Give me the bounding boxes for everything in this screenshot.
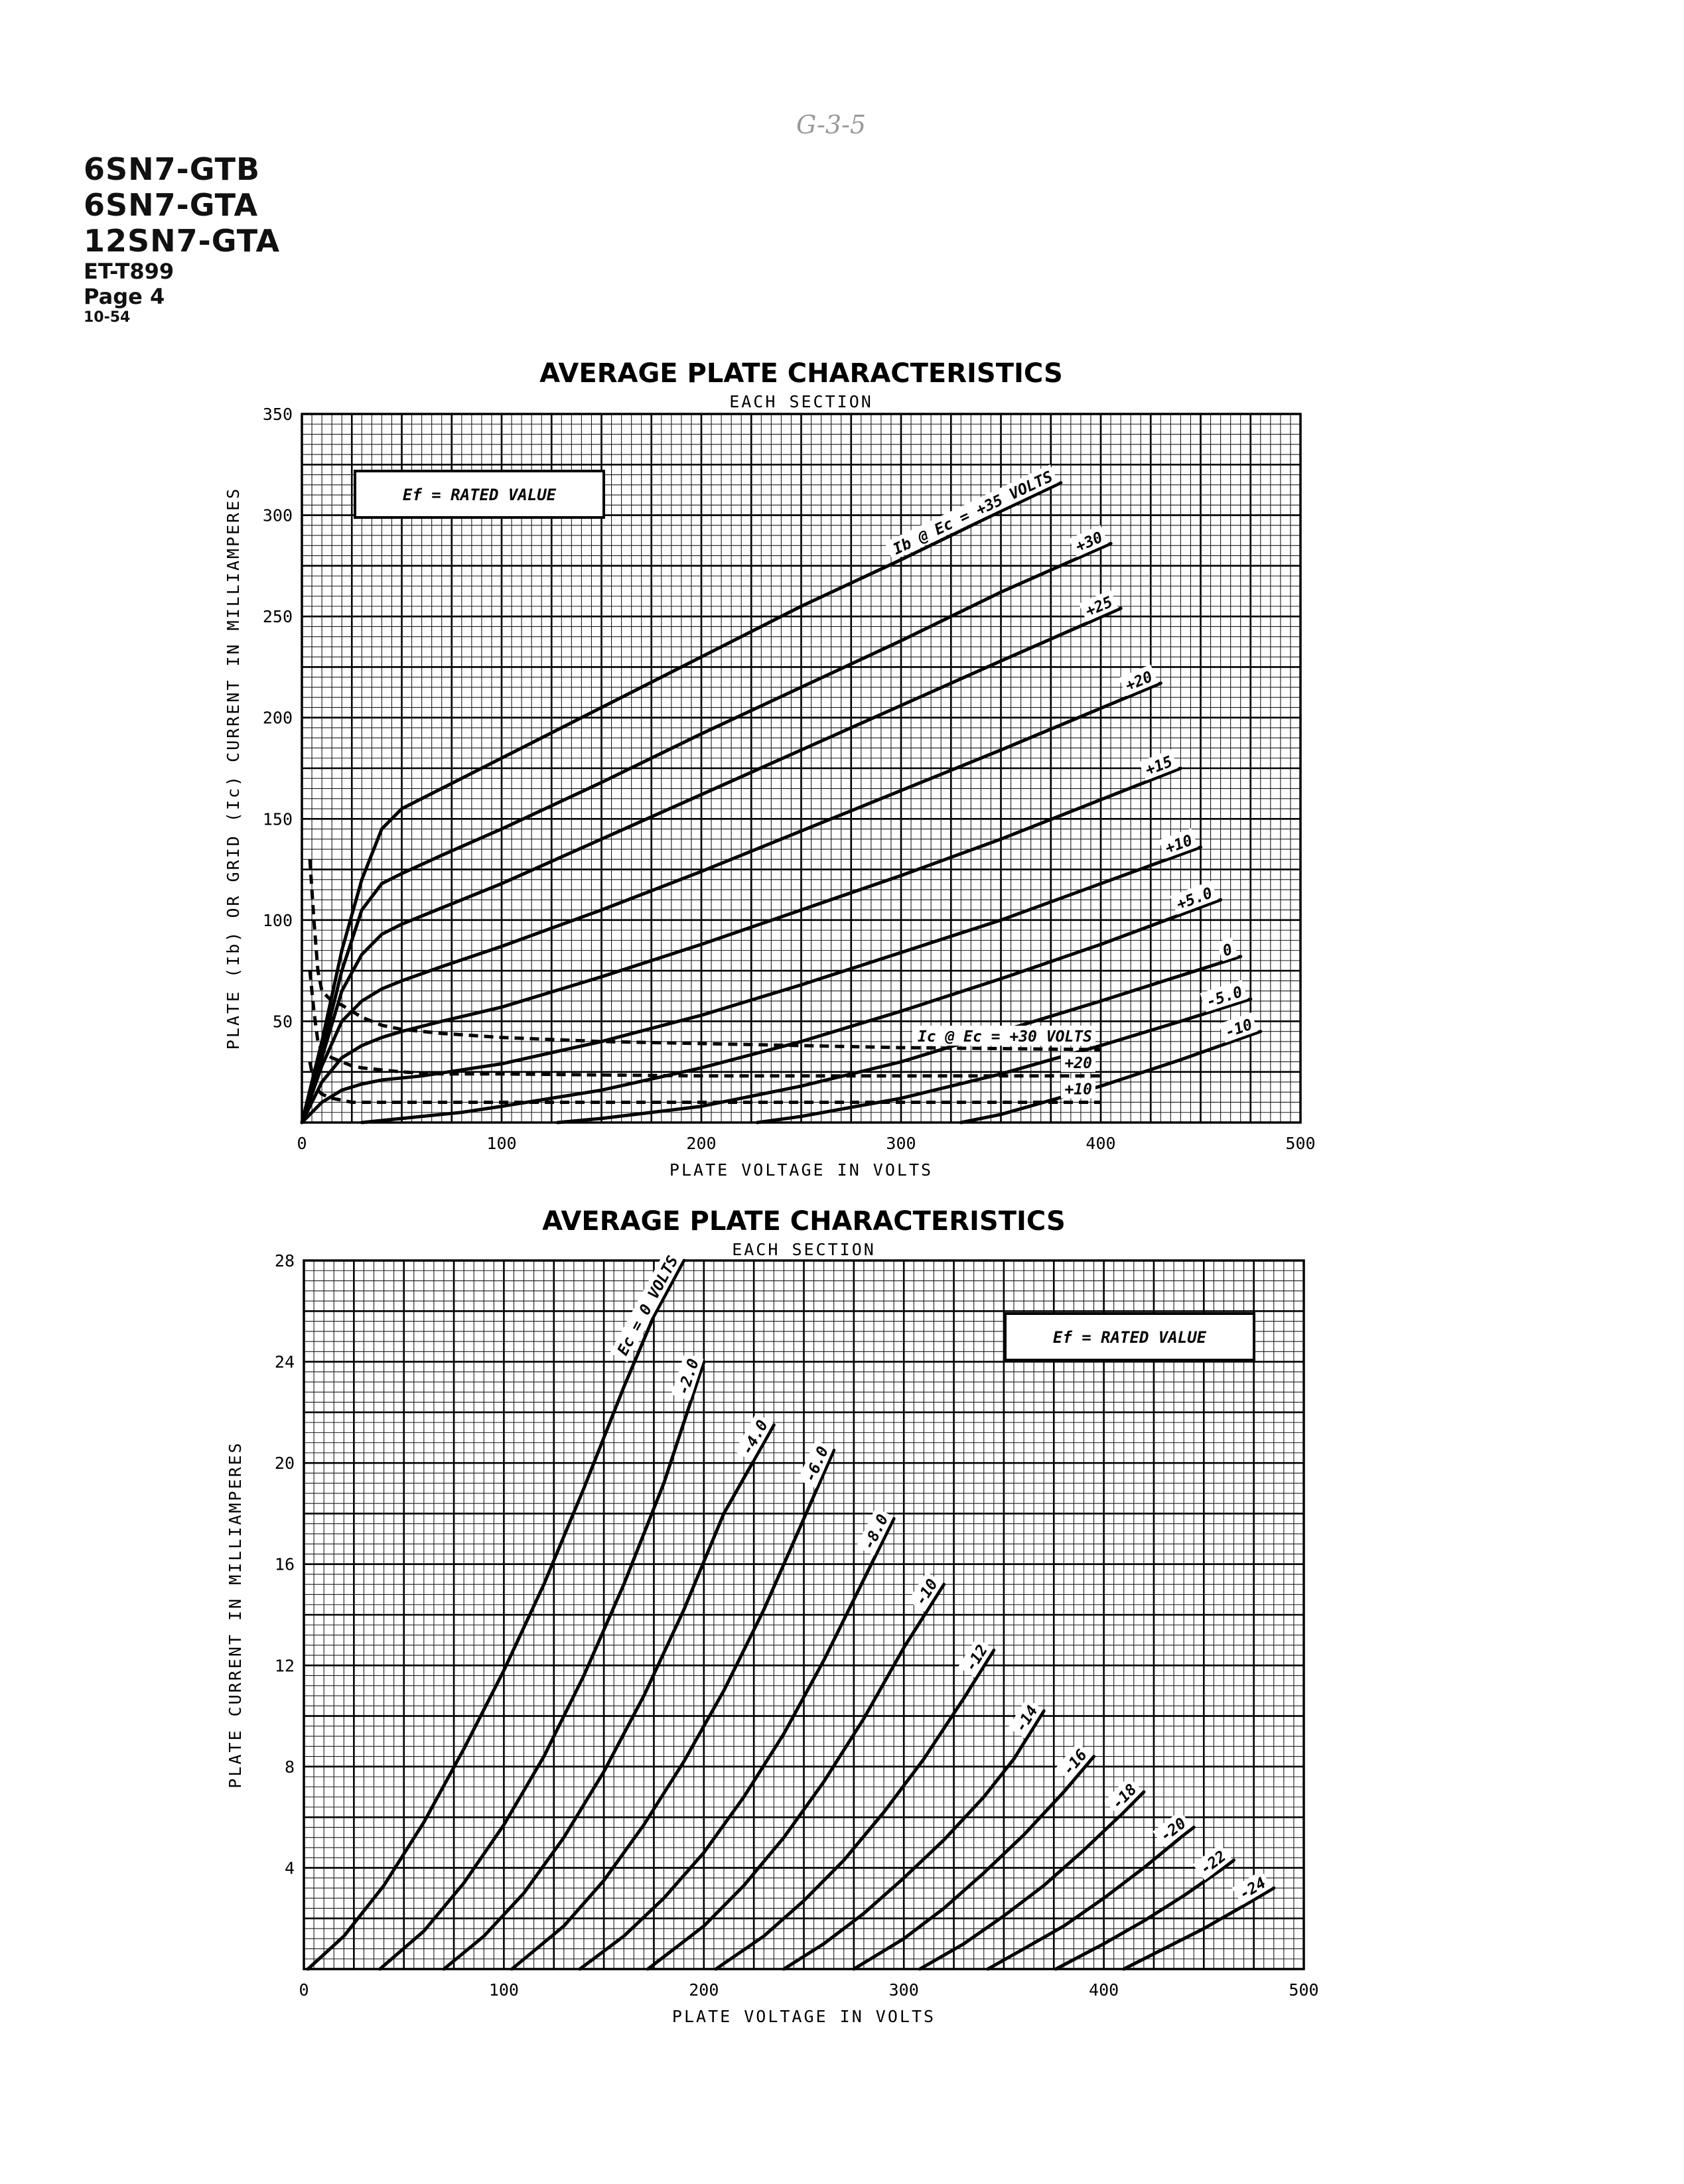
series-label: Ib @ Ec = +35 VOLTS [890,468,1056,559]
handwritten-note: G-3-5 [796,110,867,139]
series-label-group [1153,1810,1192,1847]
page-number: Page 4 [84,284,165,309]
y-tick-label: 12 [274,1656,295,1676]
series-label: +20 [1123,668,1156,695]
annotation-text: Ef = RATED VALUE [1052,1328,1207,1347]
series-label: -22 [1197,1848,1230,1878]
series-label: -4.0 [738,1417,772,1458]
y-tick-label: 28 [274,1251,295,1270]
chart-subtitle: EACH SECTION [732,1240,876,1259]
x-tick-label: 300 [886,1134,916,1153]
chart-top-plate-characteristics [0,352,1684,1201]
tube-type-1: 6SN7-GTB [84,151,261,187]
chart-title: AVERAGE PLATE CHARACTERISTICS [539,358,1063,389]
series-label: Ic @ Ec = +30 VOLTS [917,1028,1092,1046]
x-axis-label: PLATE VOLTAGE IN VOLTS [671,2007,936,2026]
series-label-group [1061,1052,1095,1072]
x-tick-label: 0 [297,1134,307,1153]
series-label: -8.0 [860,1511,892,1552]
tube-type-2: 6SN7-GTA [84,187,259,223]
x-tick-label: 300 [888,1980,919,2000]
y-tick-label: 8 [284,1757,295,1777]
chart-subtitle: EACH SECTION [729,392,873,411]
annotation-text: Ef = RATED VALUE [402,486,557,504]
series-label: -18 [1108,1781,1141,1813]
series-label: -10 [912,1576,942,1609]
series-label: -5.0 [1204,983,1245,1011]
tube-type-3: 12SN7-GTA [84,223,281,259]
x-tick-label: 500 [1289,1980,1319,2000]
y-tick-label: 20 [274,1454,295,1473]
series-label: -6.0 [802,1444,833,1485]
x-tick-label: 200 [689,1980,719,2000]
y-axis-label: PLATE (Ib) OR GRID (Ic) CURRENT IN MILLIAMPERES [224,486,243,1050]
chart-bottom-plate-characteristics [0,1206,1684,2069]
series-curve-2 [444,1425,774,1969]
y-tick-label: 16 [274,1554,295,1574]
y-tick-label: 24 [274,1352,295,1372]
series-label: -20 [1157,1814,1190,1846]
series-label: -2.0 [674,1357,703,1397]
series-label: +5.0 [1174,884,1216,914]
y-tick-label: 50 [272,1012,293,1032]
series-label: -14 [1012,1702,1042,1736]
x-tick-label: 500 [1285,1134,1316,1153]
x-tick-label: 100 [486,1134,517,1153]
x-tick-label: 200 [686,1134,717,1153]
y-tick-label: 100 [262,910,293,930]
x-tick-label: 0 [299,1980,309,2000]
y-axis-label: PLATE CURRENT IN MILLIAMPERES [226,1441,245,1789]
chart-title: AVERAGE PLATE CHARACTERISTICS [542,1206,1066,1237]
y-tick-label: 200 [262,708,293,728]
page-header [84,151,280,326]
series-label: -12 [962,1642,992,1675]
series-label: +25 [1083,593,1115,621]
doc-date: 10-54 [84,309,131,326]
x-tick-label: 400 [1086,1134,1116,1153]
y-tick-label: 250 [262,607,293,627]
series-label: +15 [1143,753,1175,780]
series-label: -10 [1223,1016,1255,1042]
x-tick-label: 100 [488,1980,519,2000]
series-label: +10 [1064,1081,1092,1099]
y-tick-label: 4 [284,1858,295,1878]
series-label-group [884,464,1058,561]
series-label-group [610,1249,683,1363]
x-tick-label: 400 [1089,1980,1119,2000]
y-tick-label: 150 [262,809,293,829]
series-label-group [1061,1079,1095,1099]
series-curve-3 [512,1450,834,1969]
series-label-group [912,1026,1095,1046]
series-label: -16 [1060,1746,1091,1779]
series-label: +30 [1073,529,1105,556]
series-label-group [1104,1777,1143,1815]
series-label: 0 [1220,941,1235,961]
doc-number: ET-T899 [84,259,175,284]
chart-grid [304,1261,1304,1969]
series-label: Ec = 0 VOLTS [614,1253,682,1359]
y-tick-label: 300 [262,506,293,525]
series-label: -24 [1236,1874,1269,1903]
series-label: +10 [1162,831,1195,858]
series-label: +20 [1064,1054,1092,1072]
y-tick-label: 350 [262,405,293,424]
x-axis-label: PLATE VOLTAGE IN VOLTS [669,1160,934,1180]
